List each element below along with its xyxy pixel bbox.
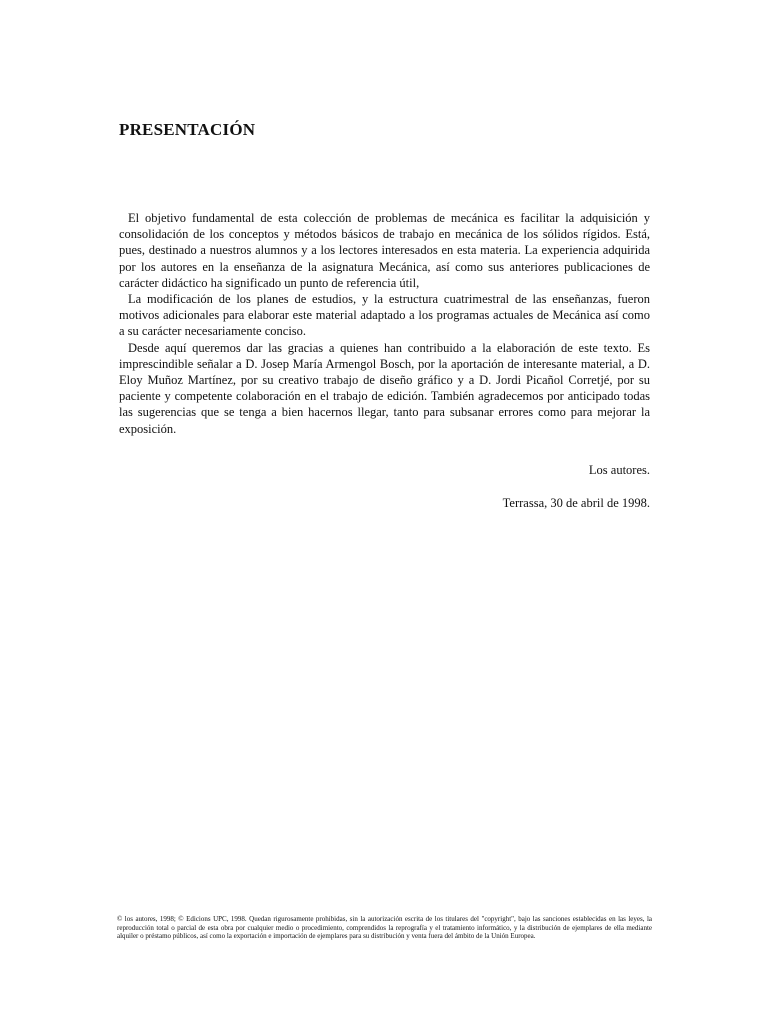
paragraph: El objetivo fundamental de esta colección de problemas de mecánica es facilitar la adquisición y consolidación de los conceptos y métodos básicos de trabajo en mecánica de los sólidos rígidos. Está, pues, destinado a nuestros alumnos y a los lectores interesados en esta materia. La experiencia adquirida por los autores en la enseñanza de la asignatura Mecánica, así como sus anteriores publicaciones de carácter didáctico ha significado un punto de referencia útil, (119, 211, 650, 290)
copyright-footer: © los autores, 1998; © Edicions UPC, 1998. Quedan rigurosamente prohibidas, sin la autorización escrita de los titulares del "copyright", bajo las sanciones establecidas en las leyes, la reproducción total o parcial de esta obra por cualquier medio o procedimiento, comprendidos la reprografía y el tratamiento informático, y la distribución de ejemplares de ella mediante alquiler o préstamo públicos, así como la exportación e importación de ejemplares para su distribución y venta fuera del ámbito de la Unión Europea. (117, 915, 652, 940)
signature-block (503, 462, 650, 511)
page-title: PRESENTACIÓN (119, 120, 256, 139)
paragraph: Desde aquí queremos dar las gracias a quienes han contribuido a la elaboración de este texto. Es imprescindible señalar a D. Josep María Armengol Bosch, por la aportación de interesante material, a D. Eloy Muñoz Martínez, por su creativo trabajo de diseño gráfico y a D. Jordi Picañol Corretjé, por su paciente y competente colaboración en el trabajo de edición. También agradecemos por anticipado todas las sugerencias que se tenga a bien hacernos llegar, tanto para subsanar errores como para mejorar la exposición. (119, 340, 650, 436)
body-text (119, 210, 650, 437)
paragraph: La modificación de los planes de estudios, y la estructura cuatrimestral de las enseñanzas, fueron motivos adicionales para elaborar este material adaptado a los programas actuales de Mecánica así como a su carácter necesariamente conciso. (119, 292, 650, 339)
authors-signature: Los autores. (588, 463, 650, 477)
place-date: Terrassa, 30 de abril de 1998. (502, 496, 650, 510)
